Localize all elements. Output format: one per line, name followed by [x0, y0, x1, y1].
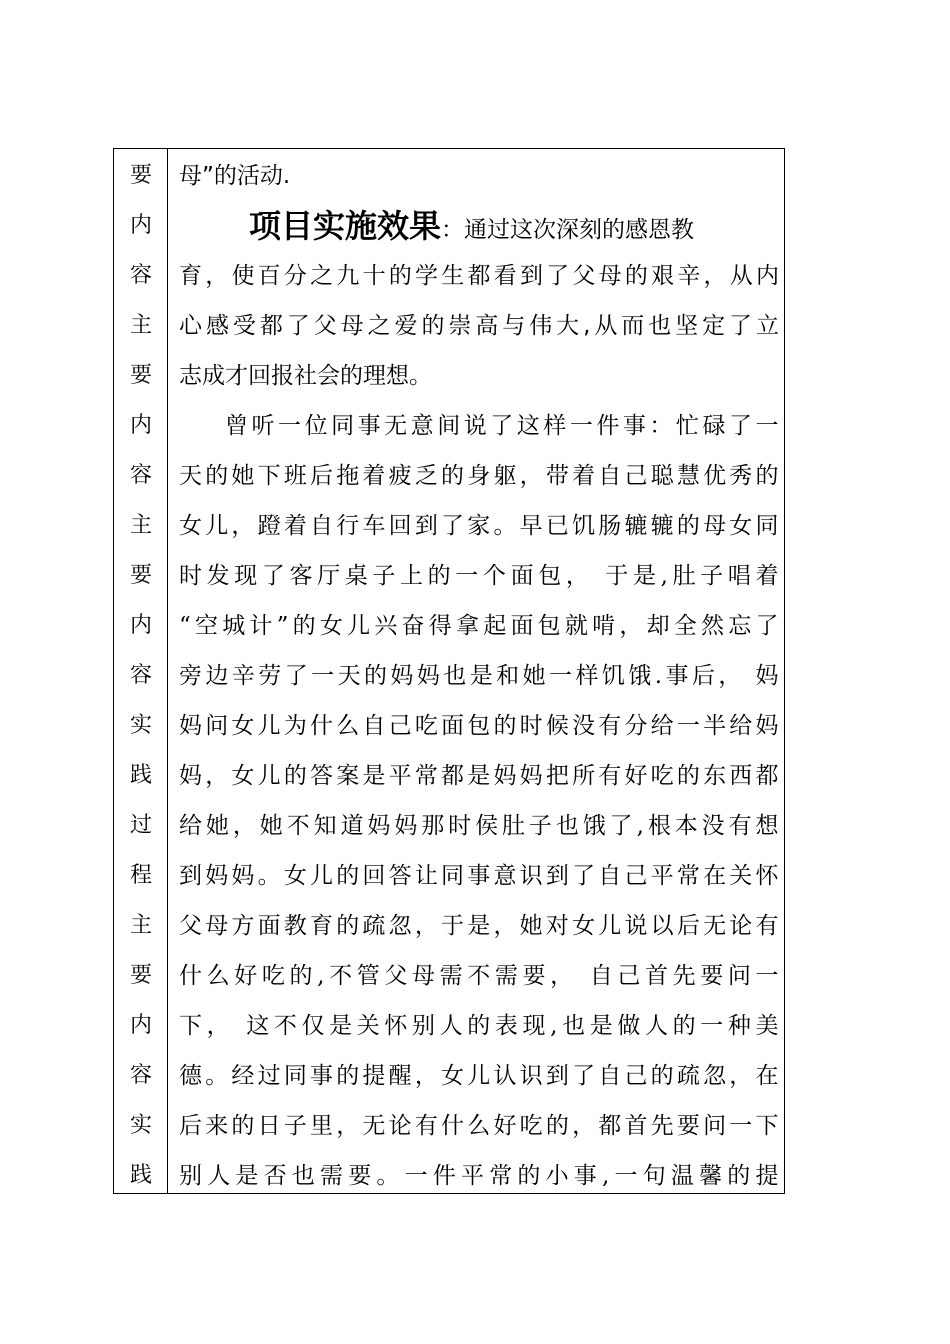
section-label-char: 内 — [129, 613, 152, 638]
section-label-char: 内 — [129, 1013, 152, 1038]
effect-heading-tail: ：通过这次深刻的感恩教 — [441, 217, 695, 243]
story-line: 下， 这不仅是关怀别人的表现,也是做人的一种美 — [179, 1013, 779, 1039]
section-label-char: 实 — [129, 713, 152, 738]
section-label-char: 程 — [129, 863, 152, 888]
story-line: 到妈妈。女儿的回答让同事意识到了自己平常在关怀 — [179, 863, 779, 889]
section-label-column — [114, 149, 168, 1193]
story-line: 给她，她不知道妈妈那时侯肚子也饿了,根本没有想 — [179, 813, 779, 839]
section-label-char: 容 — [129, 263, 152, 288]
section-label-char: 容 — [129, 663, 152, 688]
story-line: 德。经过同事的提醒，女儿认识到了自己的疏忽，在 — [179, 1063, 779, 1089]
story-line: 妈，女儿的答案是平常都是妈妈把所有好吃的东西都 — [179, 763, 779, 789]
section-label-char: 践 — [129, 1163, 152, 1188]
story-line: 妈问女儿为什么自己吃面包的时候没有分给一半给妈 — [179, 713, 779, 739]
effect-line: 育，使百分之九十的学生都看到了父母的艰辛，从内 — [179, 263, 779, 289]
content-column — [169, 149, 785, 1193]
section-label-char: 要 — [129, 163, 152, 188]
document-table — [113, 148, 785, 1194]
section-label-char: 内 — [129, 413, 152, 438]
story-line: 曾听一位同事无意间说了这样一件事：忙碌了一 — [225, 413, 779, 439]
story-line: “空城计”的女儿兴奋得拿起面包就啃，却全然忘了 — [179, 613, 779, 639]
story-line: 时发现了客厅桌子上的一个面包， 于是,肚子唱着 — [179, 563, 779, 589]
story-line: 什么好吃的,不管父母需不需要， 自己首先要问一 — [179, 963, 779, 989]
section-label-char: 过 — [129, 813, 152, 838]
section-label-char: 主 — [129, 913, 152, 938]
effect-heading: 项目实施效果 — [249, 207, 442, 245]
section-label-char: 践 — [129, 763, 152, 788]
section-label-char: 容 — [129, 463, 152, 488]
section-label-char: 内 — [129, 213, 152, 238]
section-label-char: 主 — [129, 313, 152, 338]
section-label-char: 容 — [129, 1063, 152, 1088]
section-label-char: 实 — [129, 1113, 152, 1138]
section-label-char: 要 — [129, 963, 152, 988]
effect-heading-line — [179, 201, 779, 251]
effect-line: 心感受都了父母之爱的崇高与伟大,从而也坚定了立 — [179, 313, 779, 339]
story-line: 天的她下班后拖着疲乏的身躯，带着自己聪慧优秀的 — [179, 463, 779, 489]
story-line: 旁边辛劳了一天的妈妈也是和她一样饥饿.事后， 妈 — [179, 663, 779, 689]
section-label-char: 要 — [129, 363, 152, 388]
effect-line: 母”的活动. — [179, 163, 291, 189]
effect-line: 志成才回报社会的理想。 — [179, 363, 432, 389]
story-line: 女儿，蹬着自行车回到了家。早已饥肠辘辘的母女同 — [179, 513, 779, 539]
story-line: 父母方面教育的疏忽，于是，她对女儿说以后无论有 — [179, 913, 779, 939]
story-line: 后来的日子里，无论有什么好吃的，都首先要问一下 — [179, 1113, 779, 1139]
section-label-char: 要 — [129, 563, 152, 588]
section-label-char: 主 — [129, 513, 152, 538]
story-line: 别人是否也需要。一件平常的小事,一句温馨的提 — [179, 1163, 779, 1189]
